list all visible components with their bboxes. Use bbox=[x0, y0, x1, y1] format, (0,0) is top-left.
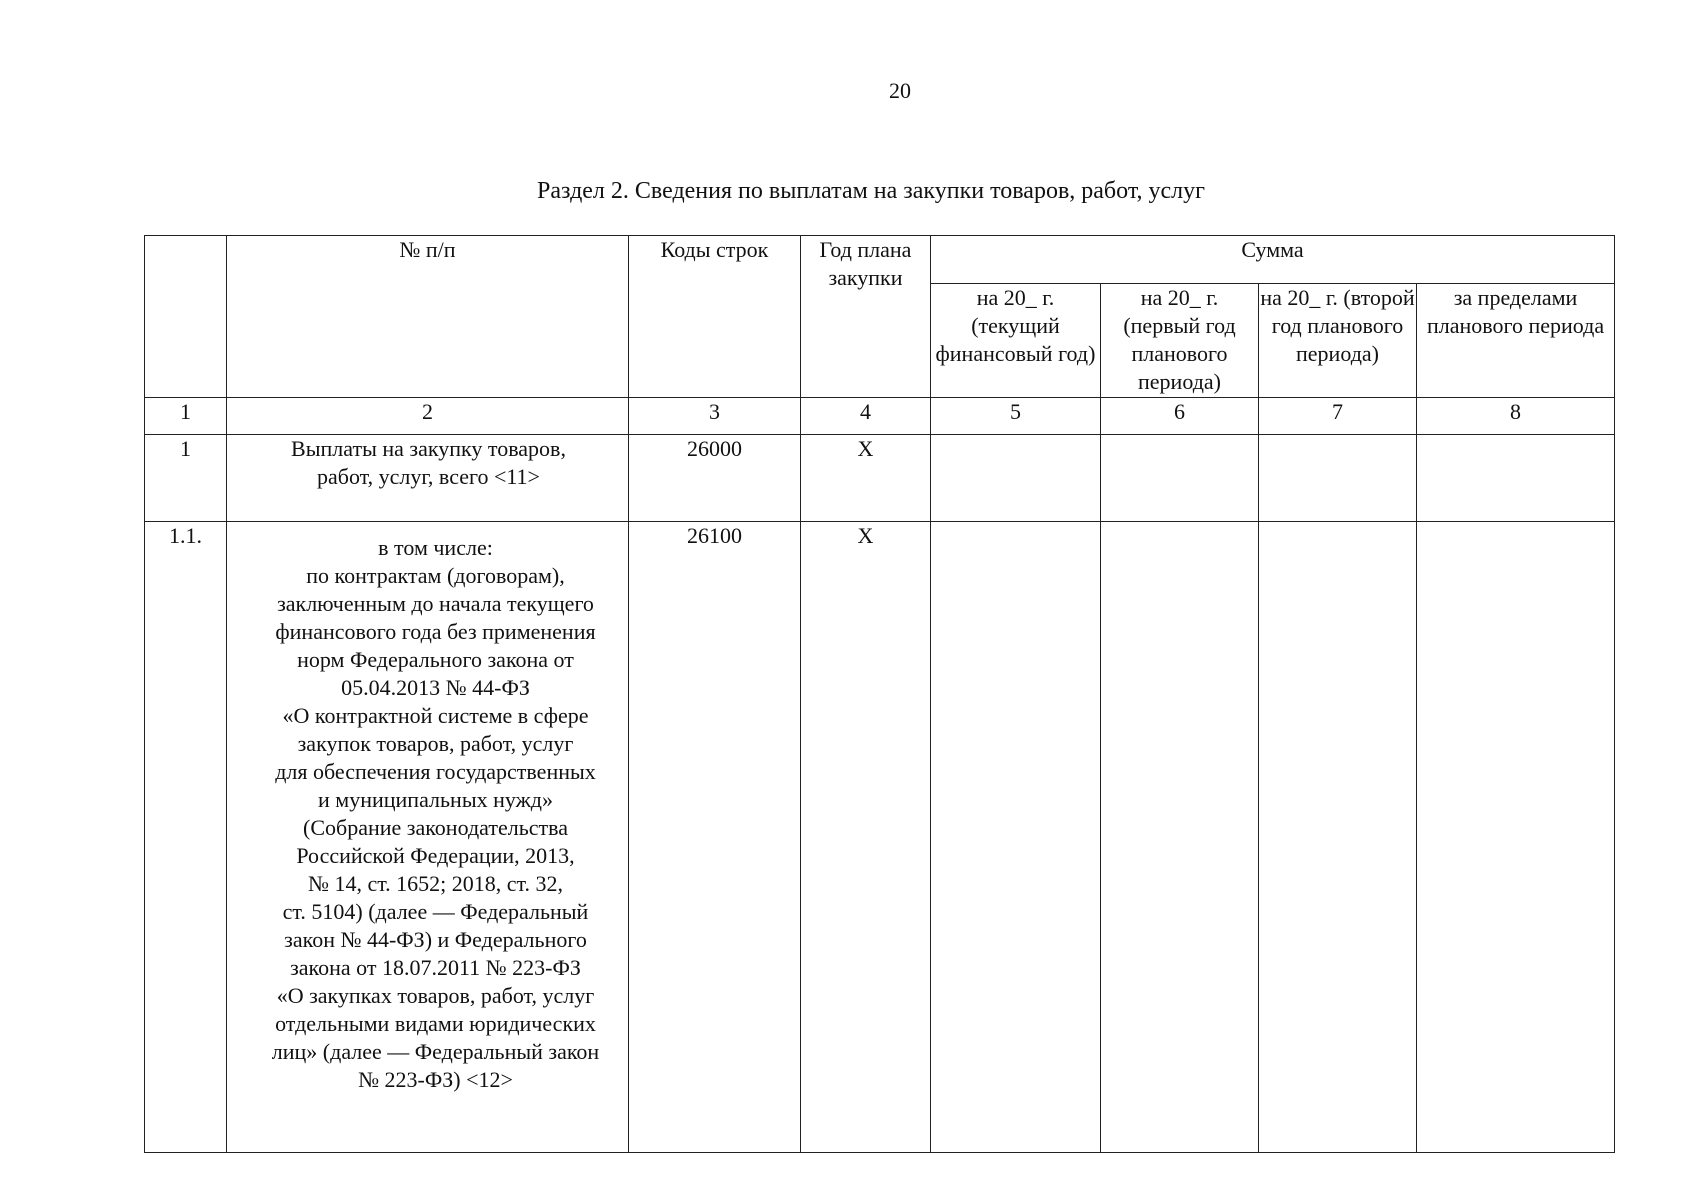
table-row bbox=[145, 435, 1615, 522]
table-header-row bbox=[145, 236, 1615, 284]
header-row-codes: Коды строк bbox=[629, 236, 801, 398]
header-col1-empty bbox=[145, 236, 227, 398]
column-number: 4 bbox=[801, 398, 931, 435]
page-number: 20 bbox=[889, 78, 911, 103]
header-sum-beyond-plan: за пределами планового периода bbox=[1417, 284, 1615, 398]
row-sum-second-plan-year bbox=[1259, 522, 1417, 1153]
column-number: 6 bbox=[1101, 398, 1259, 435]
row-number: 1 bbox=[145, 435, 227, 522]
row-sum-current-year bbox=[931, 435, 1101, 522]
header-number: № п/п bbox=[227, 236, 629, 398]
header-sum-group: Сумма bbox=[931, 236, 1615, 284]
row-number: 1.1. bbox=[145, 522, 227, 1153]
header-sum-first-plan-year: на 20_ г. (первый год планового периода) bbox=[1101, 284, 1259, 398]
row-plan-year: X bbox=[801, 435, 931, 522]
payments-table bbox=[144, 235, 1615, 1153]
section-title: Раздел 2. Сведения по выплатам на закупки товаров, работ, услуг bbox=[537, 178, 1205, 204]
row-sum-second-plan-year bbox=[1259, 435, 1417, 522]
row-code: 26100 bbox=[629, 522, 801, 1153]
row-sum-beyond-plan bbox=[1417, 522, 1615, 1153]
header-sum-current-year: на 20_ г. (текущий финансовый год) bbox=[931, 284, 1101, 398]
row-sum-first-plan-year bbox=[1101, 435, 1259, 522]
column-number: 5 bbox=[931, 398, 1101, 435]
table-row bbox=[145, 522, 1615, 1153]
row-sum-first-plan-year bbox=[1101, 522, 1259, 1153]
column-number: 7 bbox=[1259, 398, 1417, 435]
row-sum-beyond-plan bbox=[1417, 435, 1615, 522]
column-number: 3 bbox=[629, 398, 801, 435]
header-sum-second-plan-year: на 20_ г. (второй год планового периода) bbox=[1259, 284, 1417, 398]
column-number: 8 bbox=[1417, 398, 1615, 435]
row-name: Выплаты на закупку товаров, работ, услуг, всего <11> bbox=[227, 435, 629, 522]
row-name: в том числе: по контрактам (договорам), заключенным до начала текущего финансового года без применения норм Федерального закона от 05.04.2013 № 44-ФЗ «О контрактной системе в сфере закупок товаров, работ, услуг для обеспечения государственных и муниципальных нужд» (Собрание законодательства Российской Федерации, 2013, № 14, ст. 1652; 2018, ст. 32, ст. 5104) (далее — Федеральный закон № 44-ФЗ) и Федерального закона от 18.07.2011 № 223-ФЗ «О закупках товаров, работ, услуг отдельными видами юридических лиц» (далее — Федеральный закон № 223-ФЗ) <12> bbox=[227, 522, 629, 1153]
row-sum-current-year bbox=[931, 522, 1101, 1153]
column-numbers-row bbox=[145, 398, 1615, 435]
column-number: 2 bbox=[227, 398, 629, 435]
header-plan-year: Год плана закупки bbox=[801, 236, 931, 398]
column-number: 1 bbox=[145, 398, 227, 435]
row-code: 26000 bbox=[629, 435, 801, 522]
row-plan-year: X bbox=[801, 522, 931, 1153]
